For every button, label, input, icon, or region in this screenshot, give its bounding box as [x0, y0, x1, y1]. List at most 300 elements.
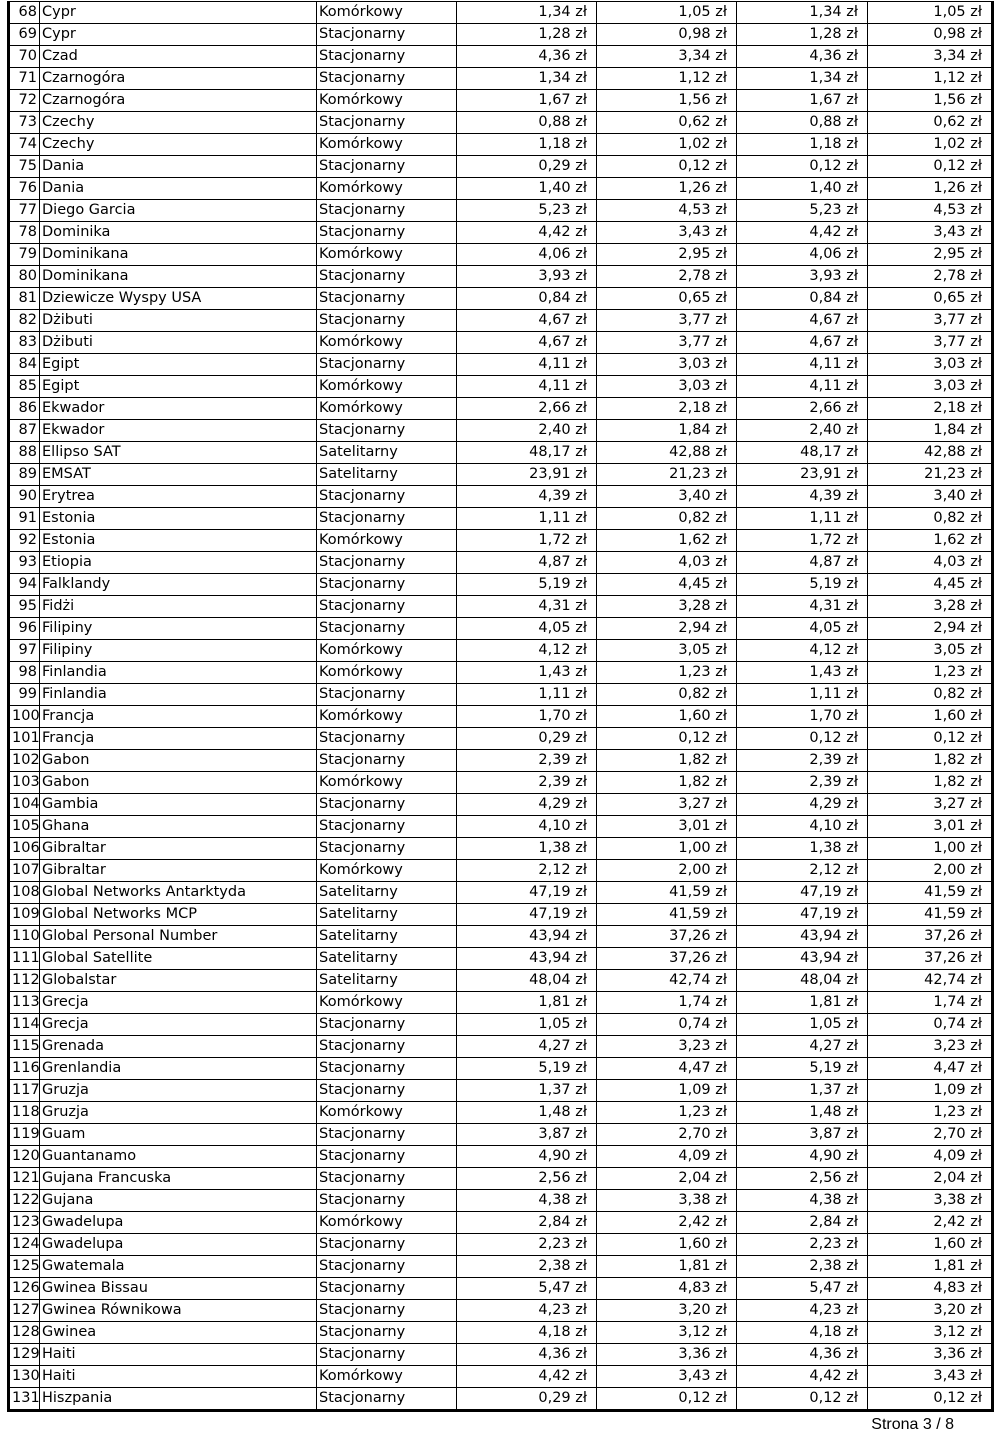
line-type-cell: Stacjonarny: [317, 1146, 457, 1168]
row-number-cell: 100: [9, 706, 40, 728]
line-type-cell: Komórkowy: [317, 2, 457, 24]
rate-1-cell: 1,40 zł: [457, 178, 597, 200]
line-type-cell: Stacjonarny: [317, 310, 457, 332]
table-row: [9, 24, 993, 46]
line-type-cell: Satelitarny: [317, 904, 457, 926]
rate-1-cell: 2,12 zł: [457, 860, 597, 882]
rate-3-cell: 1,28 zł: [737, 24, 868, 46]
rate-4-cell: 0,12 zł: [868, 1388, 993, 1411]
line-type-cell: Stacjonarny: [317, 574, 457, 596]
rate-1-cell: 4,27 zł: [457, 1036, 597, 1058]
rate-4-cell: 4,47 zł: [868, 1058, 993, 1080]
rate-3-cell: 1,67 zł: [737, 90, 868, 112]
line-type-cell: Komórkowy: [317, 398, 457, 420]
row-number-cell: 90: [9, 486, 40, 508]
rate-3-cell: 4,31 zł: [737, 596, 868, 618]
rate-2-cell: 2,78 zł: [597, 266, 737, 288]
line-type-cell: Stacjonarny: [317, 486, 457, 508]
country-name-cell: Dominikana: [40, 266, 317, 288]
row-number-cell: 72: [9, 90, 40, 112]
rate-4-cell: 3,34 zł: [868, 46, 993, 68]
country-name-cell: Gujana Francuska: [40, 1168, 317, 1190]
rate-3-cell: 4,87 zł: [737, 552, 868, 574]
country-name-cell: Global Personal Number: [40, 926, 317, 948]
rate-3-cell: 4,67 zł: [737, 332, 868, 354]
line-type-cell: Stacjonarny: [317, 794, 457, 816]
rate-3-cell: 4,11 zł: [737, 354, 868, 376]
rate-3-cell: 1,43 zł: [737, 662, 868, 684]
rate-4-cell: 2,00 zł: [868, 860, 993, 882]
rate-2-cell: 3,34 zł: [597, 46, 737, 68]
rate-1-cell: 2,39 zł: [457, 750, 597, 772]
line-type-cell: Stacjonarny: [317, 728, 457, 750]
rate-1-cell: 4,90 zł: [457, 1146, 597, 1168]
rate-4-cell: 1,23 zł: [868, 1102, 993, 1124]
rate-1-cell: 4,67 zł: [457, 310, 597, 332]
rate-3-cell: 5,47 zł: [737, 1278, 868, 1300]
table-row: [9, 134, 993, 156]
country-name-cell: Finlandia: [40, 662, 317, 684]
country-name-cell: Gwadelupa: [40, 1212, 317, 1234]
rate-4-cell: 37,26 zł: [868, 926, 993, 948]
line-type-cell: Stacjonarny: [317, 684, 457, 706]
line-type-cell: Stacjonarny: [317, 618, 457, 640]
table-row: [9, 706, 993, 728]
rate-4-cell: 3,01 zł: [868, 816, 993, 838]
table-row: [9, 1058, 993, 1080]
table-row: [9, 860, 993, 882]
table-row: [9, 1366, 993, 1388]
rate-4-cell: 2,04 zł: [868, 1168, 993, 1190]
row-number-cell: 74: [9, 134, 40, 156]
row-number-cell: 68: [9, 2, 40, 24]
table-row: [9, 46, 993, 68]
rate-4-cell: 3,23 zł: [868, 1036, 993, 1058]
line-type-cell: Komórkowy: [317, 134, 457, 156]
row-number-cell: 87: [9, 420, 40, 442]
rate-1-cell: 2,84 zł: [457, 1212, 597, 1234]
rate-2-cell: 3,28 zł: [597, 596, 737, 618]
row-number-cell: 111: [9, 948, 40, 970]
rate-1-cell: 4,39 zł: [457, 486, 597, 508]
rate-3-cell: 0,12 zł: [737, 728, 868, 750]
rate-1-cell: 1,11 zł: [457, 684, 597, 706]
rate-1-cell: 2,56 zł: [457, 1168, 597, 1190]
line-type-cell: Stacjonarny: [317, 24, 457, 46]
rate-3-cell: 1,37 zł: [737, 1080, 868, 1102]
rate-1-cell: 0,88 zł: [457, 112, 597, 134]
rate-3-cell: 2,40 zł: [737, 420, 868, 442]
table-row: [9, 794, 993, 816]
rate-2-cell: 0,12 zł: [597, 156, 737, 178]
line-type-cell: Stacjonarny: [317, 1322, 457, 1344]
rate-1-cell: 3,93 zł: [457, 266, 597, 288]
row-number-cell: 130: [9, 1366, 40, 1388]
rate-4-cell: 4,09 zł: [868, 1146, 993, 1168]
rate-1-cell: 1,38 zł: [457, 838, 597, 860]
country-name-cell: Dziewicze Wyspy USA: [40, 288, 317, 310]
country-name-cell: Grecja: [40, 1014, 317, 1036]
table-row: [9, 354, 993, 376]
rate-1-cell: 5,19 zł: [457, 1058, 597, 1080]
rate-4-cell: 0,82 zł: [868, 508, 993, 530]
rate-3-cell: 2,39 zł: [737, 772, 868, 794]
row-number-cell: 119: [9, 1124, 40, 1146]
row-number-cell: 92: [9, 530, 40, 552]
rate-4-cell: 1,84 zł: [868, 420, 993, 442]
rate-2-cell: 3,23 zł: [597, 1036, 737, 1058]
country-name-cell: Haiti: [40, 1344, 317, 1366]
line-type-cell: Komórkowy: [317, 662, 457, 684]
rates-table: [7, 1, 994, 1412]
rate-3-cell: 1,05 zł: [737, 1014, 868, 1036]
row-number-cell: 123: [9, 1212, 40, 1234]
rate-3-cell: 0,88 zł: [737, 112, 868, 134]
line-type-cell: Stacjonarny: [317, 68, 457, 90]
country-name-cell: Guantanamo: [40, 1146, 317, 1168]
rate-3-cell: 1,34 zł: [737, 2, 868, 24]
row-number-cell: 131: [9, 1388, 40, 1411]
rate-2-cell: 3,38 zł: [597, 1190, 737, 1212]
rate-2-cell: 21,23 zł: [597, 464, 737, 486]
table-row: [9, 420, 993, 442]
table-row: [9, 266, 993, 288]
table-row: [9, 618, 993, 640]
rate-3-cell: 4,11 zł: [737, 376, 868, 398]
country-name-cell: Francja: [40, 706, 317, 728]
country-name-cell: Grenlandia: [40, 1058, 317, 1080]
line-type-cell: Stacjonarny: [317, 266, 457, 288]
rate-4-cell: 3,40 zł: [868, 486, 993, 508]
country-name-cell: Grecja: [40, 992, 317, 1014]
rate-4-cell: 1,60 zł: [868, 706, 993, 728]
rate-3-cell: 43,94 zł: [737, 926, 868, 948]
row-number-cell: 120: [9, 1146, 40, 1168]
rate-4-cell: 42,74 zł: [868, 970, 993, 992]
rate-3-cell: 4,27 zł: [737, 1036, 868, 1058]
rate-4-cell: 1,00 zł: [868, 838, 993, 860]
rate-1-cell: 1,28 zł: [457, 24, 597, 46]
table-row: [9, 244, 993, 266]
rate-1-cell: 47,19 zł: [457, 904, 597, 926]
rate-1-cell: 4,12 zł: [457, 640, 597, 662]
rate-2-cell: 1,60 zł: [597, 1234, 737, 1256]
country-name-cell: Estonia: [40, 530, 317, 552]
rate-1-cell: 4,11 zł: [457, 354, 597, 376]
row-number-cell: 128: [9, 1322, 40, 1344]
rate-2-cell: 2,94 zł: [597, 618, 737, 640]
table-row: [9, 1080, 993, 1102]
row-number-cell: 91: [9, 508, 40, 530]
table-row: [9, 552, 993, 574]
rate-3-cell: 1,34 zł: [737, 68, 868, 90]
rate-2-cell: 3,40 zł: [597, 486, 737, 508]
rate-3-cell: 2,56 zł: [737, 1168, 868, 1190]
country-name-cell: Dominikana: [40, 244, 317, 266]
rate-1-cell: 4,11 zł: [457, 376, 597, 398]
table-row: [9, 1300, 993, 1322]
table-row: [9, 904, 993, 926]
country-name-cell: Gujana: [40, 1190, 317, 1212]
page-number: Strona 3 / 8: [871, 1416, 954, 1433]
line-type-cell: Stacjonarny: [317, 288, 457, 310]
rate-2-cell: 1,09 zł: [597, 1080, 737, 1102]
line-type-cell: Stacjonarny: [317, 1036, 457, 1058]
row-number-cell: 85: [9, 376, 40, 398]
row-number-cell: 77: [9, 200, 40, 222]
row-number-cell: 88: [9, 442, 40, 464]
row-number-cell: 80: [9, 266, 40, 288]
rate-2-cell: 4,47 zł: [597, 1058, 737, 1080]
line-type-cell: Stacjonarny: [317, 1344, 457, 1366]
row-number-cell: 103: [9, 772, 40, 794]
country-name-cell: EMSAT: [40, 464, 317, 486]
country-name-cell: Diego Garcia: [40, 200, 317, 222]
rate-4-cell: 3,27 zł: [868, 794, 993, 816]
country-name-cell: Francja: [40, 728, 317, 750]
rate-4-cell: 0,62 zł: [868, 112, 993, 134]
rate-3-cell: 5,19 zł: [737, 1058, 868, 1080]
row-number-cell: 118: [9, 1102, 40, 1124]
rate-4-cell: 4,83 zł: [868, 1278, 993, 1300]
line-type-cell: Stacjonarny: [317, 420, 457, 442]
line-type-cell: Komórkowy: [317, 860, 457, 882]
line-type-cell: Stacjonarny: [317, 156, 457, 178]
table-row: [9, 486, 993, 508]
rate-4-cell: 0,74 zł: [868, 1014, 993, 1036]
line-type-cell: Stacjonarny: [317, 1014, 457, 1036]
rate-1-cell: 4,06 zł: [457, 244, 597, 266]
country-name-cell: Dania: [40, 178, 317, 200]
rate-4-cell: 0,12 zł: [868, 728, 993, 750]
rate-4-cell: 3,77 zł: [868, 310, 993, 332]
country-name-cell: Filipiny: [40, 640, 317, 662]
rate-1-cell: 2,39 zł: [457, 772, 597, 794]
row-number-cell: 112: [9, 970, 40, 992]
rate-1-cell: 1,11 zł: [457, 508, 597, 530]
table-row: [9, 1014, 993, 1036]
row-number-cell: 122: [9, 1190, 40, 1212]
row-number-cell: 117: [9, 1080, 40, 1102]
table-row: [9, 662, 993, 684]
table-row: [9, 728, 993, 750]
table-row: [9, 948, 993, 970]
line-type-cell: Komórkowy: [317, 178, 457, 200]
line-type-cell: Stacjonarny: [317, 222, 457, 244]
line-type-cell: Satelitarny: [317, 464, 457, 486]
country-name-cell: Czechy: [40, 112, 317, 134]
rate-2-cell: 2,18 zł: [597, 398, 737, 420]
row-number-cell: 81: [9, 288, 40, 310]
rate-1-cell: 1,18 zł: [457, 134, 597, 156]
rate-2-cell: 41,59 zł: [597, 882, 737, 904]
rate-4-cell: 3,12 zł: [868, 1322, 993, 1344]
rate-3-cell: 48,17 zł: [737, 442, 868, 464]
table-row: [9, 442, 993, 464]
rate-3-cell: 2,38 zł: [737, 1256, 868, 1278]
row-number-cell: 75: [9, 156, 40, 178]
line-type-cell: Komórkowy: [317, 90, 457, 112]
rate-1-cell: 4,36 zł: [457, 46, 597, 68]
row-number-cell: 121: [9, 1168, 40, 1190]
rate-1-cell: 4,10 zł: [457, 816, 597, 838]
country-name-cell: Etiopia: [40, 552, 317, 574]
line-type-cell: Stacjonarny: [317, 112, 457, 134]
rate-2-cell: 3,12 zł: [597, 1322, 737, 1344]
table-row: [9, 970, 993, 992]
rate-2-cell: 1,23 zł: [597, 662, 737, 684]
rate-4-cell: 1,60 zł: [868, 1234, 993, 1256]
rate-2-cell: 42,88 zł: [597, 442, 737, 464]
rate-1-cell: 1,37 zł: [457, 1080, 597, 1102]
row-number-cell: 76: [9, 178, 40, 200]
line-type-cell: Satelitarny: [317, 442, 457, 464]
rate-3-cell: 4,90 zł: [737, 1146, 868, 1168]
table-row: [9, 882, 993, 904]
rate-2-cell: 2,42 zł: [597, 1212, 737, 1234]
line-type-cell: Stacjonarny: [317, 1388, 457, 1411]
table-row: [9, 398, 993, 420]
table-row: [9, 508, 993, 530]
rate-3-cell: 4,39 zł: [737, 486, 868, 508]
rate-2-cell: 2,04 zł: [597, 1168, 737, 1190]
country-name-cell: Global Networks MCP: [40, 904, 317, 926]
rate-1-cell: 1,70 zł: [457, 706, 597, 728]
rate-4-cell: 3,36 zł: [868, 1344, 993, 1366]
rate-3-cell: 0,12 zł: [737, 156, 868, 178]
rate-2-cell: 2,70 zł: [597, 1124, 737, 1146]
rate-1-cell: 0,29 zł: [457, 728, 597, 750]
country-name-cell: Haiti: [40, 1366, 317, 1388]
rate-1-cell: 1,67 zł: [457, 90, 597, 112]
rate-2-cell: 2,00 zł: [597, 860, 737, 882]
rate-3-cell: 2,23 zł: [737, 1234, 868, 1256]
row-number-cell: 94: [9, 574, 40, 596]
row-number-cell: 115: [9, 1036, 40, 1058]
table-row: [9, 1146, 993, 1168]
rate-4-cell: 1,56 zł: [868, 90, 993, 112]
table-row: [9, 200, 993, 222]
rate-1-cell: 4,29 zł: [457, 794, 597, 816]
row-number-cell: 73: [9, 112, 40, 134]
rate-2-cell: 4,03 zł: [597, 552, 737, 574]
line-type-cell: Stacjonarny: [317, 1234, 457, 1256]
rate-1-cell: 43,94 zł: [457, 926, 597, 948]
rate-1-cell: 48,04 zł: [457, 970, 597, 992]
country-name-cell: Dżibuti: [40, 310, 317, 332]
country-name-cell: Cypr: [40, 2, 317, 24]
country-name-cell: Grenada: [40, 1036, 317, 1058]
country-name-cell: Finlandia: [40, 684, 317, 706]
row-number-cell: 113: [9, 992, 40, 1014]
rate-4-cell: 37,26 zł: [868, 948, 993, 970]
rate-2-cell: 1,05 zł: [597, 2, 737, 24]
rate-1-cell: 1,05 zł: [457, 1014, 597, 1036]
table-row: [9, 838, 993, 860]
table-row: [9, 68, 993, 90]
row-number-cell: 69: [9, 24, 40, 46]
row-number-cell: 82: [9, 310, 40, 332]
country-name-cell: Gwinea: [40, 1322, 317, 1344]
rate-3-cell: 23,91 zł: [737, 464, 868, 486]
table-row: [9, 1234, 993, 1256]
table-row: [9, 332, 993, 354]
table-row: [9, 684, 993, 706]
rate-1-cell: 4,42 zł: [457, 1366, 597, 1388]
rate-4-cell: 4,03 zł: [868, 552, 993, 574]
country-name-cell: Gibraltar: [40, 860, 317, 882]
rate-3-cell: 1,72 zł: [737, 530, 868, 552]
row-number-cell: 110: [9, 926, 40, 948]
rate-3-cell: 4,67 zł: [737, 310, 868, 332]
rate-1-cell: 1,48 zł: [457, 1102, 597, 1124]
rate-4-cell: 2,18 zł: [868, 398, 993, 420]
table-row: [9, 156, 993, 178]
country-name-cell: Global Satellite: [40, 948, 317, 970]
rate-2-cell: 4,53 zł: [597, 200, 737, 222]
rate-2-cell: 3,27 zł: [597, 794, 737, 816]
rate-2-cell: 0,65 zł: [597, 288, 737, 310]
table-row: [9, 1190, 993, 1212]
line-type-cell: Stacjonarny: [317, 1080, 457, 1102]
line-type-cell: Stacjonarny: [317, 552, 457, 574]
rate-2-cell: 1,82 zł: [597, 750, 737, 772]
rate-1-cell: 4,42 zł: [457, 222, 597, 244]
table-row: [9, 1344, 993, 1366]
row-number-cell: 106: [9, 838, 40, 860]
table-row: [9, 816, 993, 838]
rate-3-cell: 1,40 zł: [737, 178, 868, 200]
rate-4-cell: 2,42 zł: [868, 1212, 993, 1234]
rate-1-cell: 1,72 zł: [457, 530, 597, 552]
rate-3-cell: 47,19 zł: [737, 904, 868, 926]
table-row: [9, 530, 993, 552]
rate-4-cell: 1,74 zł: [868, 992, 993, 1014]
country-name-cell: Dżibuti: [40, 332, 317, 354]
rate-4-cell: 3,43 zł: [868, 1366, 993, 1388]
line-type-cell: Komórkowy: [317, 706, 457, 728]
line-type-cell: Komórkowy: [317, 1212, 457, 1234]
line-type-cell: Komórkowy: [317, 530, 457, 552]
rate-2-cell: 3,36 zł: [597, 1344, 737, 1366]
rate-1-cell: 4,38 zł: [457, 1190, 597, 1212]
rate-3-cell: 2,66 zł: [737, 398, 868, 420]
row-number-cell: 98: [9, 662, 40, 684]
rate-4-cell: 42,88 zł: [868, 442, 993, 464]
country-name-cell: Czarnogóra: [40, 68, 317, 90]
rate-2-cell: 0,12 zł: [597, 728, 737, 750]
rate-2-cell: 4,09 zł: [597, 1146, 737, 1168]
rate-2-cell: 1,82 zł: [597, 772, 737, 794]
row-number-cell: 96: [9, 618, 40, 640]
rate-4-cell: 4,45 zł: [868, 574, 993, 596]
rate-3-cell: 4,23 zł: [737, 1300, 868, 1322]
country-name-cell: Hiszpania: [40, 1388, 317, 1411]
rate-2-cell: 0,98 zł: [597, 24, 737, 46]
rate-4-cell: 41,59 zł: [868, 904, 993, 926]
country-name-cell: Global Networks Antarktyda: [40, 882, 317, 904]
country-name-cell: Czad: [40, 46, 317, 68]
rate-1-cell: 4,23 zł: [457, 1300, 597, 1322]
rate-2-cell: 4,83 zł: [597, 1278, 737, 1300]
rate-4-cell: 1,05 zł: [868, 2, 993, 24]
rate-1-cell: 48,17 zł: [457, 442, 597, 464]
rate-3-cell: 2,12 zł: [737, 860, 868, 882]
rate-4-cell: 1,02 zł: [868, 134, 993, 156]
rate-3-cell: 4,36 zł: [737, 1344, 868, 1366]
rate-3-cell: 1,11 zł: [737, 508, 868, 530]
row-number-cell: 102: [9, 750, 40, 772]
